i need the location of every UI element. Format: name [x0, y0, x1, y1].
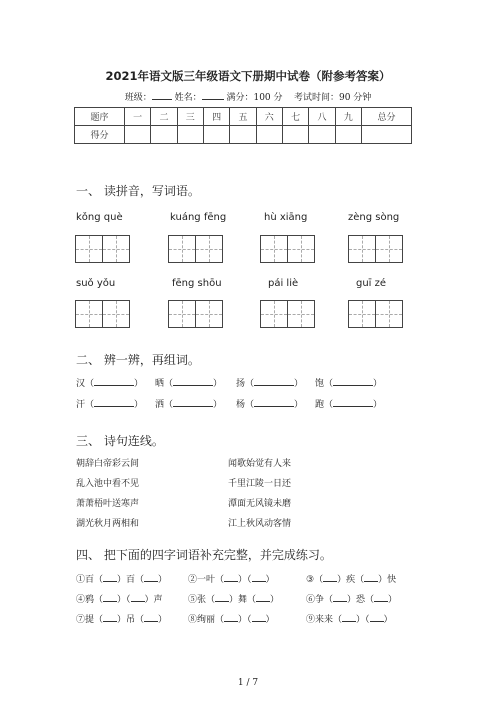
answer-blank[interactable] — [256, 593, 270, 602]
exam-time: 考试时间：90 分钟 — [293, 93, 372, 103]
idiom-item: ⑦提（ ）吊（ ） — [76, 615, 168, 625]
score-cell[interactable] — [256, 126, 282, 144]
answer-blank[interactable] — [374, 593, 388, 602]
word-item: 饱（ ） — [315, 379, 383, 389]
char-grid — [348, 235, 403, 263]
answer-blank[interactable] — [144, 573, 158, 582]
idiom-item: ⑨来来（ ）（ ） — [306, 615, 393, 625]
word-item: 杨（ ） — [236, 400, 304, 410]
write-cell[interactable] — [168, 300, 196, 328]
answer-blank[interactable] — [131, 593, 145, 602]
section1-heading: 一、 读拼音，写词语。 — [76, 184, 200, 198]
answer-blank[interactable] — [333, 398, 373, 407]
idiom-item: ①百（ ）百（ ） — [76, 575, 168, 585]
score-col: 三 — [177, 108, 203, 126]
score-col: 九 — [335, 108, 361, 126]
page-number: 1 / 7 — [237, 678, 259, 688]
class-blank — [152, 90, 172, 100]
score-col: 二 — [151, 108, 177, 126]
write-cell[interactable] — [102, 300, 130, 328]
write-cell[interactable] — [287, 300, 315, 328]
idiom-item: ②一叶（ ）（ ） — [188, 575, 275, 585]
answer-blank[interactable] — [364, 573, 378, 582]
write-cell[interactable] — [195, 300, 223, 328]
idiom-item: ⑤张（ ）舞（ ） — [188, 595, 280, 605]
poem-line-left[interactable]: 萧萧梧叶送寒声 — [76, 499, 140, 509]
word-item: 跑（ ） — [315, 400, 383, 410]
score-row-label: 得分 — [75, 126, 125, 144]
answer-blank[interactable] — [173, 377, 213, 386]
pinyin: zèng sòng — [348, 212, 400, 223]
poem-line-left[interactable]: 乱入池中看不见 — [76, 479, 140, 489]
answer-blank[interactable] — [173, 398, 213, 407]
write-cell[interactable] — [348, 300, 376, 328]
score-value-row — [75, 126, 412, 144]
char-grid — [75, 235, 130, 263]
poem-line-left[interactable]: 朝辞白帝彩云间 — [76, 459, 140, 469]
idiom-item: ⑧绚丽（ ）（ ） — [188, 615, 275, 625]
word-item: 扬（ ） — [236, 379, 304, 389]
answer-blank[interactable] — [103, 613, 117, 622]
pinyin: pái liè — [268, 278, 299, 289]
exam-title: 2021年语文版三年级语文下册期中试卷（附参考答案） — [105, 69, 391, 83]
answer-blank[interactable] — [103, 593, 117, 602]
score-table — [74, 107, 412, 144]
answer-blank[interactable] — [342, 613, 356, 622]
score-col: 六 — [256, 108, 282, 126]
answer-blank[interactable] — [224, 613, 238, 622]
answer-blank[interactable] — [323, 573, 337, 582]
score-cell[interactable] — [230, 126, 256, 144]
answer-blank[interactable] — [254, 377, 294, 386]
char-grid — [260, 235, 315, 263]
name-label: 姓名： — [174, 93, 202, 103]
write-cell[interactable] — [348, 235, 376, 263]
word-item: 洒（ ） — [155, 400, 223, 410]
write-cell[interactable] — [260, 235, 288, 263]
score-header-row — [75, 108, 412, 126]
pinyin: suǒ yǒu — [76, 278, 116, 289]
word-item: 汉（ ） — [76, 379, 144, 389]
write-cell[interactable] — [102, 235, 130, 263]
section4-heading: 四、 把下面的四字词语补充完整，并完成练习。 — [76, 548, 332, 562]
score-cell[interactable] — [282, 126, 308, 144]
char-grid — [168, 235, 223, 263]
score-cell[interactable] — [177, 126, 203, 144]
score-col: 题序 — [75, 108, 125, 126]
score-cell[interactable] — [361, 126, 411, 144]
pinyin: hù xiāng — [264, 212, 308, 223]
answer-blank[interactable] — [254, 398, 294, 407]
pinyin: kuáng fēng — [170, 212, 227, 223]
write-cell[interactable] — [168, 235, 196, 263]
pinyin: kǒng què — [76, 212, 123, 223]
char-grid — [260, 300, 315, 328]
name-blank — [202, 90, 224, 100]
word-item: 汗（ ） — [76, 400, 144, 410]
score-col: 五 — [230, 108, 256, 126]
class-label: 班级： — [124, 93, 152, 103]
poem-line-right[interactable]: 江上秋风动客情 — [228, 519, 292, 529]
full-marks: 满分：100 分 — [226, 93, 283, 103]
char-grid — [75, 300, 130, 328]
pinyin: guī zé — [356, 278, 387, 289]
answer-blank[interactable] — [103, 573, 117, 582]
score-col: 总分 — [361, 108, 411, 126]
write-cell[interactable] — [287, 235, 315, 263]
answer-blank[interactable] — [94, 377, 134, 386]
answer-blank[interactable] — [144, 613, 158, 622]
answer-blank[interactable] — [224, 573, 238, 582]
pinyin: fēng shōu — [172, 278, 222, 289]
poem-line-right[interactable]: 千里江陵一日还 — [228, 479, 292, 489]
score-cell[interactable] — [309, 126, 335, 144]
idiom-item: ④鸦（ ）（ ）声 — [76, 595, 163, 605]
write-cell[interactable] — [260, 300, 288, 328]
student-info-line — [0, 90, 496, 103]
score-cell[interactable] — [124, 126, 150, 144]
word-item: 晒（ ） — [155, 379, 223, 389]
char-grid — [168, 300, 223, 328]
answer-blank[interactable] — [215, 593, 229, 602]
poem-line-right[interactable]: 闻歌始觉有人来 — [228, 459, 292, 469]
score-cell[interactable] — [151, 126, 177, 144]
idiom-item: ⑥争（ ）恐（ ） — [306, 595, 398, 605]
answer-blank[interactable] — [252, 573, 266, 582]
write-cell[interactable] — [375, 300, 403, 328]
score-col: 四 — [203, 108, 229, 126]
poem-line-right[interactable]: 潭面无风镜未磨 — [228, 499, 292, 509]
section3-heading: 三、 诗句连线。 — [76, 434, 164, 448]
write-cell[interactable] — [75, 300, 103, 328]
score-cell[interactable] — [335, 126, 361, 144]
score-col: 七 — [282, 108, 308, 126]
answer-blank[interactable] — [333, 377, 373, 386]
answer-blank[interactable] — [252, 613, 266, 622]
answer-blank[interactable] — [333, 593, 347, 602]
poem-line-left[interactable]: 湖光秋月两相和 — [76, 519, 140, 529]
score-col: 八 — [309, 108, 335, 126]
answer-blank[interactable] — [370, 613, 384, 622]
write-cell[interactable] — [75, 235, 103, 263]
score-cell[interactable] — [203, 126, 229, 144]
idiom-item: ③（ ）疾（ ）快 — [306, 575, 397, 585]
answer-blank[interactable] — [94, 398, 134, 407]
char-grid — [348, 300, 403, 328]
write-cell[interactable] — [375, 235, 403, 263]
section2-heading: 二、 辨一辨，再组词。 — [76, 353, 200, 367]
score-col: 一 — [124, 108, 150, 126]
write-cell[interactable] — [195, 235, 223, 263]
